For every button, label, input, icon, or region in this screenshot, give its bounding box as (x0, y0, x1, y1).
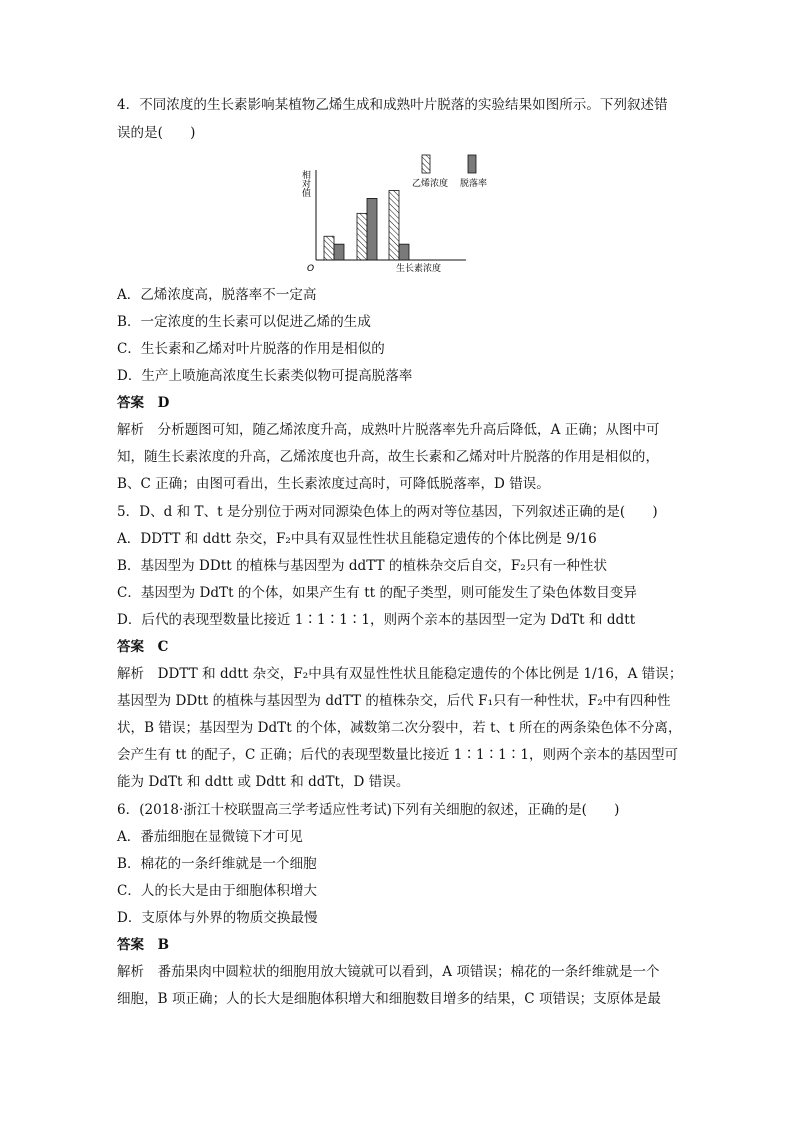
q5-option-d: D．后代的表现型数量比接近 1∶1∶1∶1，则两个亲本的基因型一定为 DdTt 和 ddtt (117, 612, 636, 628)
legend-label-ethylene: 乙烯浓度 (412, 179, 449, 189)
bar-abscission-3 (399, 244, 409, 260)
q6-explanation-line1: 解析 番茄果肉中圆粒状的细胞用放大镜就可以看到，A 项错误；棉花的一条纤维就是一个 (117, 964, 660, 980)
x-axis-label: 生长素浓度 (396, 264, 442, 274)
q6-explanation-line2: 细胞，B 项正确；人的长大是细胞体积增大和细胞数目增多的结果，C 项错误；支原体是最 (117, 991, 661, 1007)
bar-abscission-1 (334, 244, 344, 260)
q4-option-d: D．生产上喷施高浓度生长素类似物可提高脱落率 (117, 368, 413, 384)
q4-bar-chart (296, 150, 516, 280)
q5-explanation-line2: 基因型为 DDtt 的植株与基因型为 ddTT 的植株杂交，后代 F₁只有一种性状，F₂中有四种性 (117, 693, 671, 709)
q4-option-a: A．乙烯浓度高，脱落率不一定高 (117, 287, 317, 303)
legend-label-abscission: 脱落率 (460, 179, 488, 189)
q5-explanation-line4: 会产生有 tt 的配子，C 正确；后代的表现型数量比接近 1∶1∶1∶1，则两个亲本的基因型可 (117, 747, 679, 763)
q4-explanation-line3: B、C 正确；由图可看出，生长素浓度过高时，可降低脱落率，D 错误。 (117, 476, 550, 492)
q6-option-a: A．番茄细胞在显微镜下才可见 (117, 829, 303, 845)
q4-answer: 答案 D (117, 395, 170, 411)
q6-option-c: C．人的长大是由于细胞体积增大 (117, 883, 318, 899)
bar-ethylene-3 (389, 190, 399, 260)
origin-label: O (307, 264, 315, 274)
q4-explanation-line2: 知，随生长素浓度的升高，乙烯浓度也升高，故生长素和乙烯对叶片脱落的作用是相似的， (117, 449, 659, 465)
q5-option-c: C．基因型为 DdTt 的个体，如果产生有 tt 的配子类型，则可能发生了染色体数目变异 (117, 585, 637, 601)
q6-answer: 答案 B (117, 937, 170, 953)
legend-swatch-ethylene (422, 155, 430, 173)
q5-option-b: B．基因型为 DDtt 的植株与基因型为 ddTT 的植株杂交后自交，F₂只有一种性状 (117, 558, 608, 574)
q4-explanation-line1: 解析 分析题图可知，随乙烯浓度升高，成熟叶片脱落率先升高后降低，A 正确；从图中可 (117, 422, 660, 438)
q6-stem: 6．(2018·浙江十校联盟高三学考适应性考试)下列有关细胞的叙述，正确的是( ) (117, 802, 620, 818)
q6-option-d: D．支原体与外界的物质交换最慢 (117, 910, 318, 926)
q6-option-b: B．棉花的一条纤维就是一个细胞 (117, 856, 317, 872)
q4-stem-line2: 误的是( ) (117, 125, 196, 141)
q5-explanation-line5: 能为 DdTt 和 ddtt 或 Ddtt 和 ddTt，D 错误。 (117, 774, 410, 790)
q5-option-a: A．DDTT 和 ddtt 杂交，F₂中具有双显性性状且能稳定遗传的个体比例是 9/16 (117, 531, 597, 547)
bar-ethylene-2 (357, 213, 367, 260)
q4-stem-line1: 4．不同浓度的生长素影响某植物乙烯生成和成熟叶片脱落的实验结果如图所示。下列叙述错 (117, 97, 668, 113)
q5-explanation-line3: 状，B 错误；基因型为 DdTt 的个体，减数第二次分裂中，若 t、t 所在的两条染色体不分离， (117, 720, 682, 736)
q5-answer: 答案 C (117, 639, 169, 655)
q5-explanation-line1: 解析 DDTT 和 ddtt 杂交，F₂中具有双显性性状且能稳定遗传的个体比例是 1/16，A 错误； (117, 666, 683, 682)
y-axis-label: 相对值 (300, 170, 310, 197)
legend-swatch-abscission (468, 155, 476, 173)
q5-stem: 5．D、d 和 T、t 是分别位于两对同源染色体上的两对等位基因，下列叙述正确的是( ) (117, 504, 658, 520)
q4-option-c: C．生长素和乙烯对叶片脱落的作用是相似的 (117, 341, 385, 357)
bar-abscission-2 (367, 198, 377, 260)
bar-ethylene-1 (324, 236, 334, 260)
q4-option-b: B．一定浓度的生长素可以促进乙烯的生成 (117, 314, 371, 330)
